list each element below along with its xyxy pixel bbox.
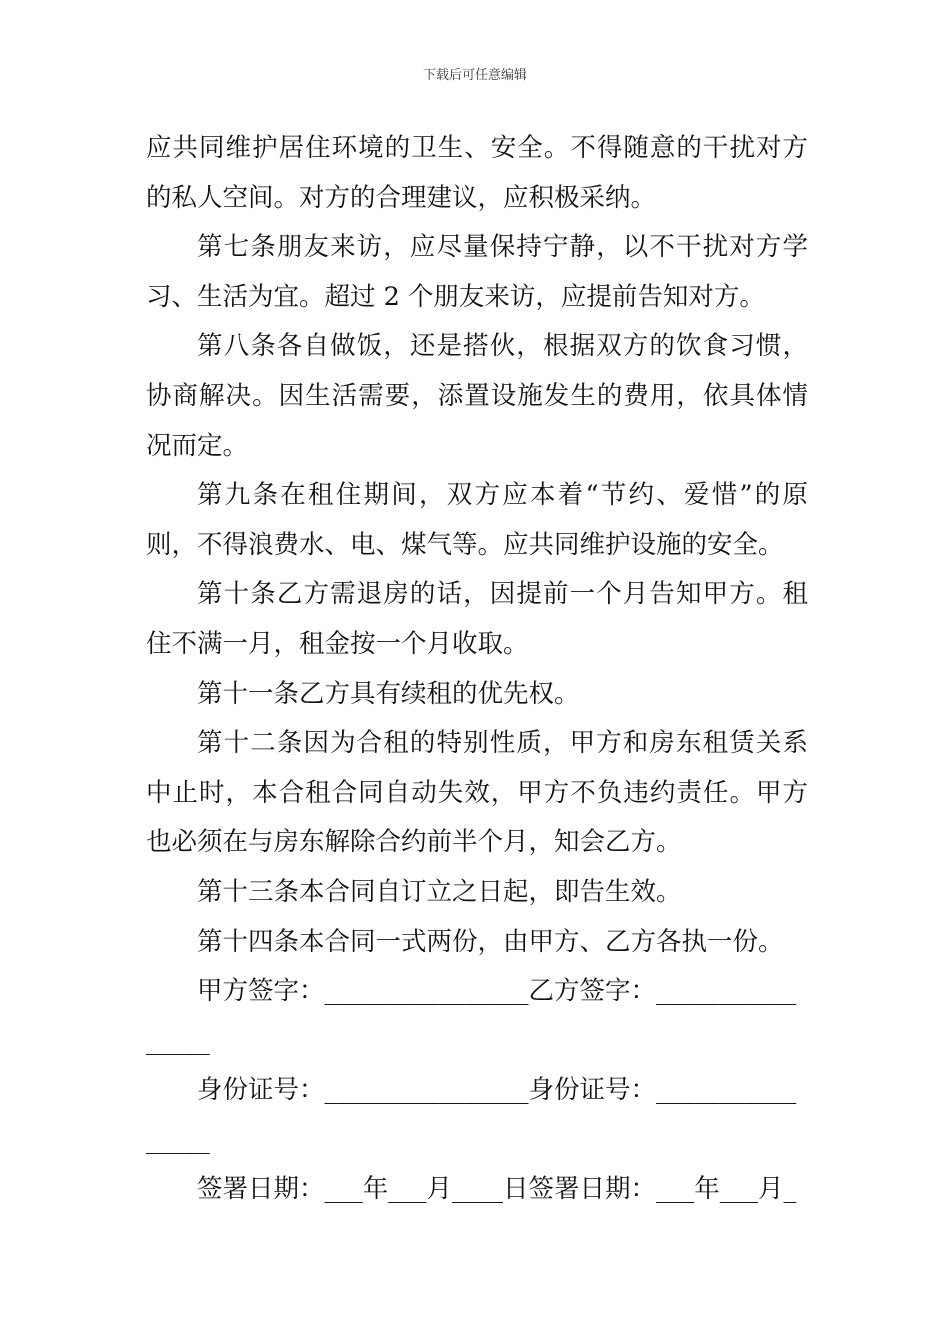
id-number-line: 身份证号：________________身份证号：________________	[146, 1075, 797, 1155]
page-header: 下载后可任意编辑	[422, 68, 527, 83]
clause-12: 第十二条因为合租的特别性质，甲方和房东租赁关系中止时，本合租合同自动失效，甲方不负违约责任。甲方也必须在与房东解除合约前半个月，知会乙方。	[146, 728, 808, 858]
signature-line: 甲方签字：________________乙方签字：________________	[146, 976, 797, 1056]
clause-11: 第十一条乙方具有续租的优先权。	[197, 678, 580, 709]
sign-date-line: 签署日期：___年___月____日签署日期：___年___月_	[197, 1174, 797, 1205]
document-body	[146, 124, 808, 1215]
clause-10: 第十条乙方需退房的话，因提前一个月告知甲方。租住不满一月，租金按一个月收取。	[146, 579, 808, 659]
clause-14: 第十四条本合同一式两份，由甲方、乙方各执一份。	[197, 926, 784, 957]
clause-8: 第八条各自做饭，还是搭伙，根据双方的饮食习惯，协商解决。因生活需要，添置设施发生的费用，依具体情况而定。	[146, 331, 808, 461]
clause-9: 第九条在租住期间，双方应本着“节约、爱惜”的原则，不得浪费水、电、煤气等。应共同维护设施的安全。	[146, 480, 808, 560]
paragraph-continuation: 应共同维护居住环境的卫生、安全。不得随意的干扰对方的私人空间。对方的合理建议，应积极采纳。	[146, 133, 808, 213]
clause-7: 第七条朋友来访，应尽量保持宁静，以不干扰对方学习、生活为宜。超过 2 个朋友来访，应提前告知对方。	[146, 232, 808, 312]
clause-13: 第十三条本合同自订立之日起，即告生效。	[197, 876, 682, 907]
